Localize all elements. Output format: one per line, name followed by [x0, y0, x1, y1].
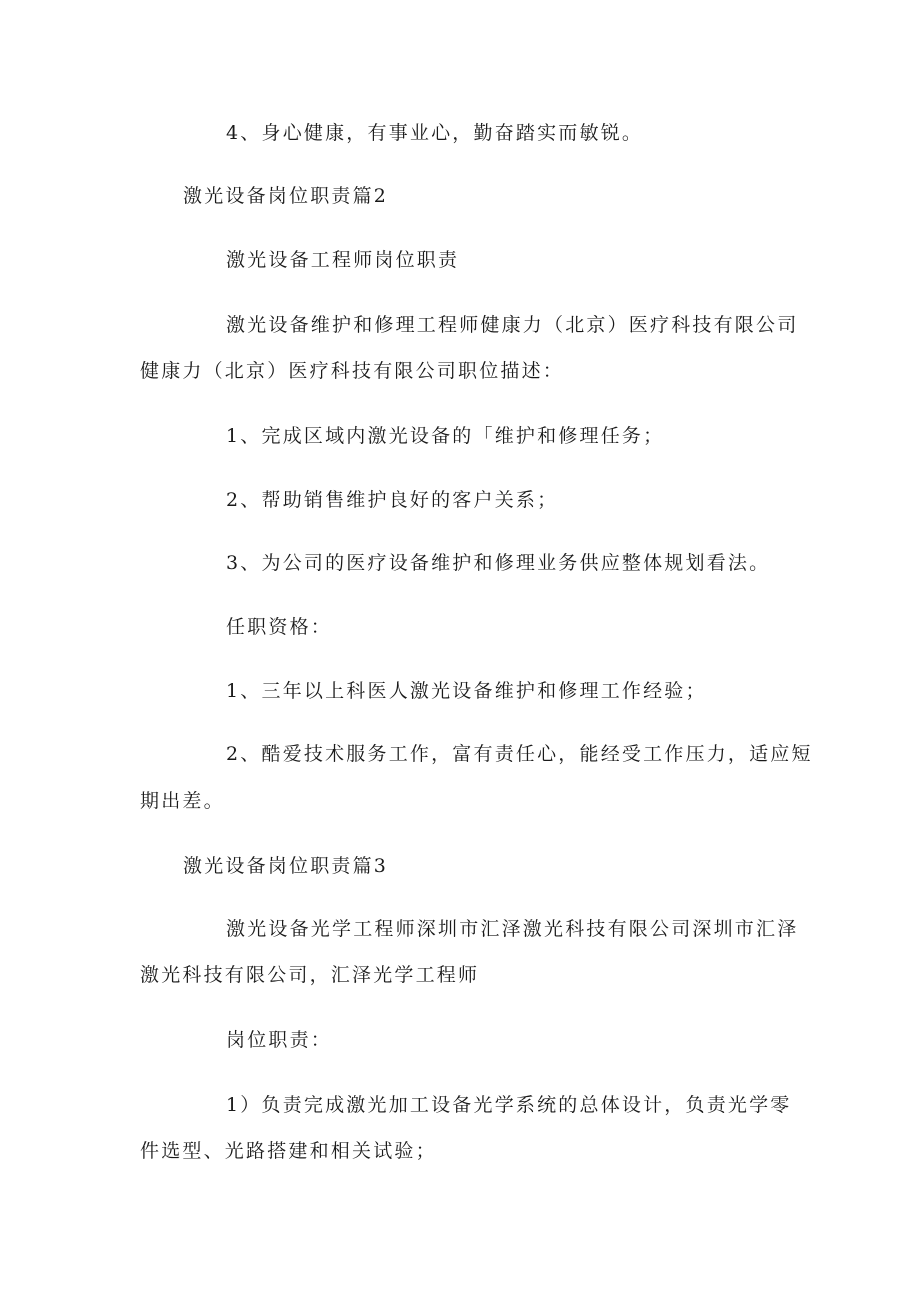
qualification-item-1: 1、三年以上科医人激光设备维护和修理工作经验； [226, 680, 707, 702]
responsibility-item-1-line-2: 件选型、光路搭建和相关试验； [140, 1140, 437, 1162]
company-paragraph-line-2: 健康力（北京）医疗科技有限公司职位描述： [140, 360, 565, 382]
responsibility-item-1-line-1: 1）负责完成激光加工设备光学系统的总体设计，负责光学零 [226, 1094, 792, 1116]
responsibilities-heading: 岗位职责： [226, 1029, 333, 1051]
optical-paragraph-line-1: 激光设备光学工程师深圳市汇泽激光科技有限公司深圳市汇泽 [226, 918, 799, 940]
job-title-heading: 激光设备工程师岗位职责 [226, 249, 460, 271]
qualification-item-2-line-1: 2、酷爱技术服务工作，富有责任心，能经受工作压力，适应短 [226, 743, 813, 765]
duty-item-1: 1、完成区域内激光设备的「维护和修理任务； [226, 425, 665, 447]
optical-paragraph-line-2: 激光科技有限公司，汇泽光学工程师 [140, 964, 480, 986]
duty-item-2: 2、帮助销售维护良好的客户关系； [226, 489, 559, 511]
requirement-item-4: 4、身心健康，有事业心，勤奋踏实而敏锐。 [226, 122, 644, 144]
section-heading-2: 激光设备岗位职责篇2 [183, 185, 389, 207]
qualification-item-2-line-2: 期出差。 [140, 790, 225, 812]
company-paragraph-line-1: 激光设备维护和修理工程师健康力（北京）医疗科技有限公司 [226, 314, 799, 336]
qualifications-heading: 任职资格： [226, 616, 333, 638]
duty-item-3: 3、为公司的医疗设备维护和修理业务供应整体规划看法。 [226, 552, 771, 574]
section-heading-3: 激光设备岗位职责篇3 [183, 855, 389, 877]
